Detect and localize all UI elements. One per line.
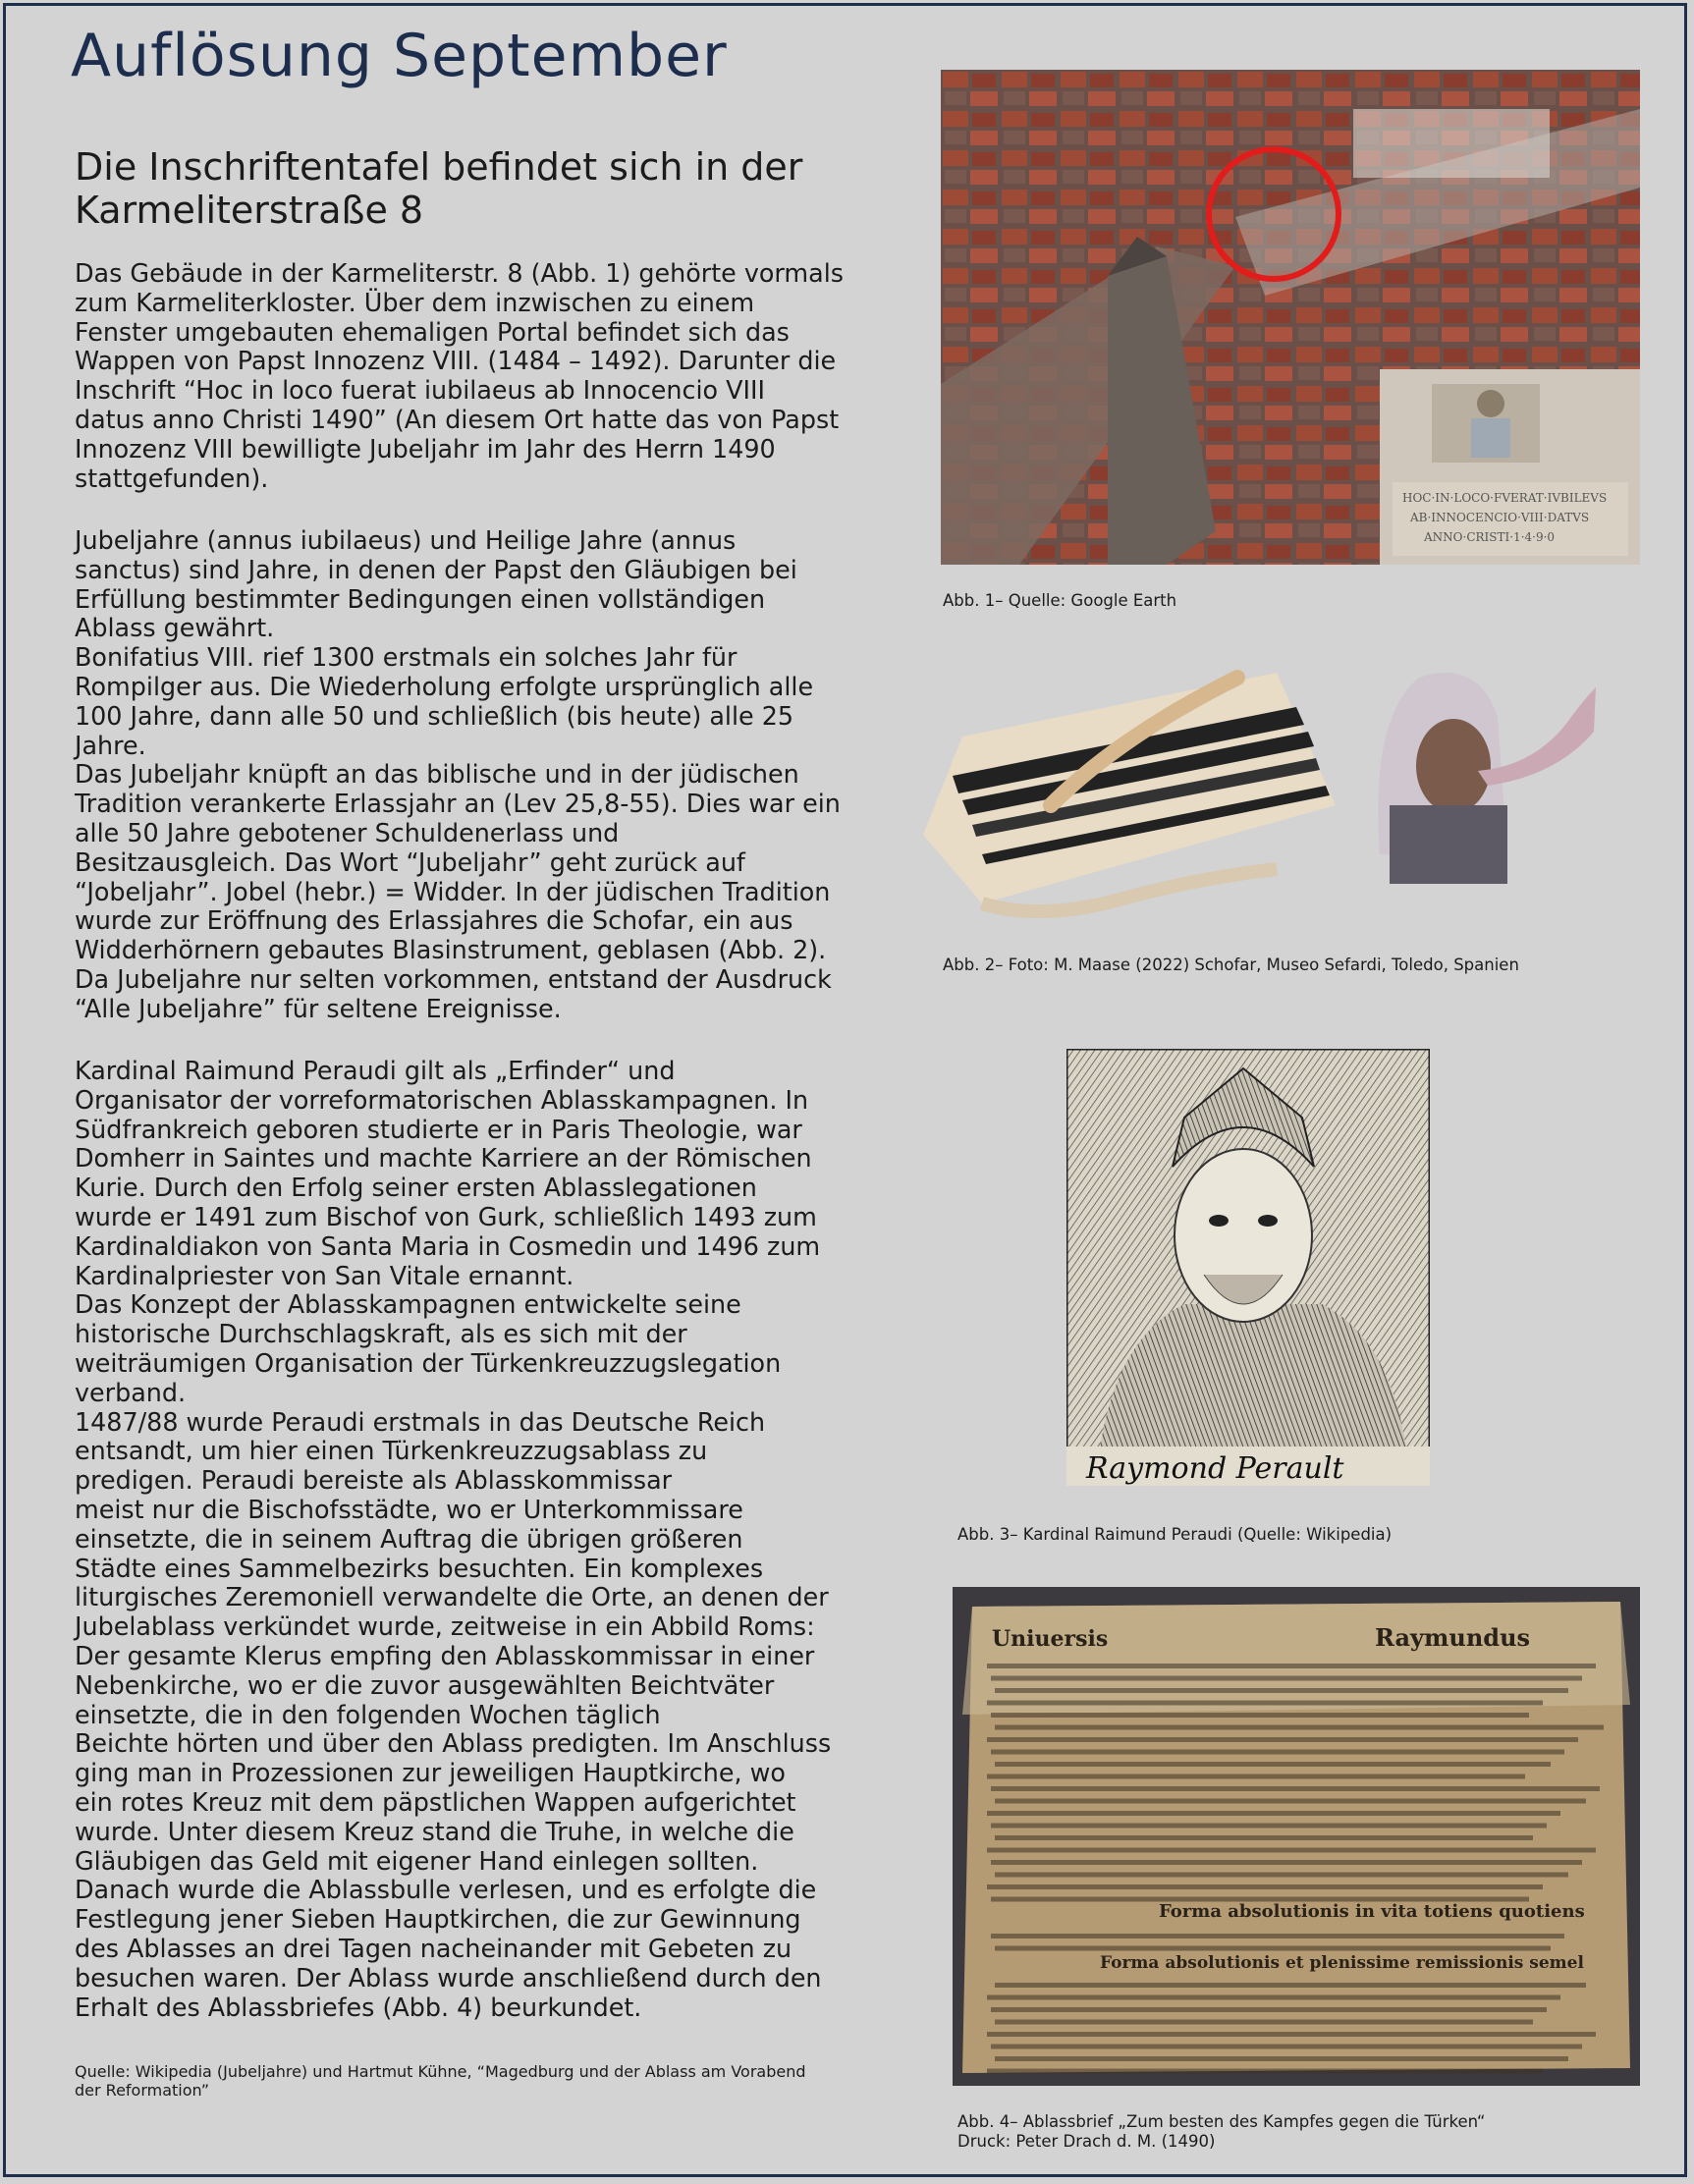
caption-abb1: Abb. 1– Quelle: Google Earth bbox=[943, 591, 1177, 610]
letter-text-line bbox=[991, 1713, 1529, 1718]
text-line: Bonifatius VIII. rief 1300 erstmals ein solches Jahr für bbox=[75, 642, 738, 673]
letter-mid-heading: Forma absolutionis et plenissime remissionis semel bbox=[1100, 1953, 1584, 1973]
text-line: Beichte hörten und über den Ablass predigten. Im Anschluss bbox=[75, 1728, 832, 1759]
text-line: Kardinalpriester von San Vitale ernannt. bbox=[75, 1260, 574, 1290]
text-line: sanctus) sind Jahre, in denen der Papst den Gläubigen bei bbox=[75, 554, 797, 584]
figure-indulgence-letter bbox=[953, 1587, 1640, 2086]
text-line: Südfrankreich geboren studierte er in Paris Theologie, war bbox=[75, 1114, 802, 1144]
figure-aerial-view bbox=[941, 70, 1640, 565]
text-line: Danach wurde die Ablassbulle verlesen, und es erfolgte die bbox=[75, 1875, 817, 1905]
letter-text-line bbox=[991, 1750, 1564, 1755]
letter-text-line bbox=[991, 1824, 1547, 1829]
inscription-line: ANNO·CRISTI·1·4·9·0 bbox=[1424, 530, 1556, 544]
text-line: Das Konzept der Ablasskampagnen entwickelte seine bbox=[75, 1289, 741, 1320]
text-line: historische Durchschlagskraft, als es sich mit der bbox=[75, 1319, 687, 1349]
inscription-line: HOC·IN·LOCO·FVERAT·IVBILEVS bbox=[1402, 491, 1608, 505]
page-title: Auflösung September bbox=[71, 22, 728, 90]
text-line: des Ablasses an drei Tagen nacheinander mit Gebeten zu bbox=[75, 1933, 792, 1963]
inscription-line: AB·INNOCENCIO·VIII·DATVS bbox=[1410, 511, 1590, 524]
figure-peraudi-engraving bbox=[1066, 1049, 1430, 1486]
caption-abb3: Abb. 3– Kardinal Raimund Peraudi (Quelle: Wikipedia) bbox=[957, 1525, 1393, 1544]
text-line: ein rotes Kreuz mit dem päpstlichen Wappen aufgerichtet bbox=[75, 1786, 796, 1817]
text-line: alle 50 Jahre gebotener Schuldenerlass und bbox=[75, 817, 620, 847]
letter-heading: Uniuersis bbox=[992, 1626, 1109, 1652]
text-line: Inschrift “Hoc in loco fuerat iubilaeus ab Innocencio VIII bbox=[75, 375, 765, 406]
text-line: Kardinal Raimund Peraudi gilt als „Erfinder“ und bbox=[75, 1056, 676, 1085]
paragraph-jubilee bbox=[75, 526, 880, 1024]
text-line: Der gesamte Klerus empfing den Ablasskommissar in einer bbox=[75, 1640, 815, 1670]
letter-text-line bbox=[995, 1983, 1586, 1988]
text-line: Rompilger aus. Die Wiederholung erfolgte ursprünglich alle bbox=[75, 671, 814, 701]
text-line: wurde. Unter diesem Kreuz stand die Truhe, in welche die bbox=[75, 1816, 794, 1846]
caption-abb2: Abb. 2– Foto: M. Maase (2022) Schofar, Museo Sefardi, Toledo, Spanien bbox=[943, 956, 1519, 974]
letter-text-line bbox=[987, 2032, 1596, 2037]
text-line: Erfüllung bestimmter Bedingungen einen vollständigen bbox=[75, 583, 766, 614]
text-line: stattgefunden). bbox=[75, 463, 269, 493]
text-line: Innozenz VIII bewilligte Jubeljahr im Jahr des Herrn 1490 bbox=[75, 433, 776, 464]
figure-shofar-blower bbox=[1360, 658, 1596, 884]
letter-text-line bbox=[995, 1799, 1586, 1804]
text-line: weiträumigen Organisation der Türkenkreuzzugslegation bbox=[75, 1347, 782, 1378]
text-line: meist nur die Bischofsstädte, wo er Unterkommissare bbox=[75, 1494, 743, 1524]
letter-text-line bbox=[991, 1786, 1600, 1791]
letter-text-line bbox=[991, 2007, 1547, 2012]
letter-text-line bbox=[995, 1688, 1568, 1693]
text-line: Jubeljahre (annus iubilaeus) und Heilige Jahre (annus bbox=[75, 525, 737, 555]
text-line: ging man in Prozessionen zur jeweiligen Hauptkirche, wo bbox=[75, 1758, 786, 1788]
paragraph-building bbox=[75, 259, 880, 493]
text-line: Kardinaldiakon von Santa Maria in Cosmedin und 1496 zum bbox=[75, 1230, 821, 1261]
letter-text-line bbox=[987, 1848, 1596, 1853]
letter-text-line bbox=[991, 1934, 1564, 1938]
figure-tallit-shofar bbox=[923, 668, 1336, 923]
text-line: Nebenkirche, wo er die zuvor ausgewählten Beichtväter bbox=[75, 1669, 775, 1700]
text-line: Besitzausgleich. Das Wort “Jubeljahr” geht zurück auf bbox=[75, 846, 745, 877]
text-line: Festlegung jener Sieben Hauptkirchen, die zur Gewinnung bbox=[75, 1904, 801, 1935]
letter-text-line bbox=[991, 1676, 1582, 1681]
subtitle-line: Karmeliterstraße 8 bbox=[75, 189, 424, 232]
engraving-label: Raymond Perault bbox=[1086, 1451, 1344, 1486]
caption-abb4 bbox=[957, 2112, 1485, 2152]
letter-text-line bbox=[987, 1884, 1543, 1889]
text-line: wurde zur Eröffnung des Erlassjahres die Schofar, ein aus bbox=[75, 905, 793, 936]
text-line: besuchen waren. Der Ablass wurde anschließend durch den bbox=[75, 1962, 822, 1993]
text-line: Organisator der vorreformatorischen Ablasskampagnen. In bbox=[75, 1084, 809, 1115]
paragraph-peraudi bbox=[75, 1057, 880, 2022]
text-line: wurde er 1491 zum Bischof von Gurk, schließlich 1493 zum bbox=[75, 1201, 817, 1231]
letter-text-line bbox=[995, 1835, 1533, 1840]
text-line: Ablass gewährt. bbox=[75, 613, 275, 643]
subtitle-line: Die Inschriftentafel befindet sich in der bbox=[75, 145, 803, 189]
text-line: Domherr in Saintes und machte Karriere an der Römischen bbox=[75, 1143, 812, 1174]
letter-text-line bbox=[995, 1725, 1604, 1730]
letter-text-line bbox=[995, 1946, 1551, 1951]
caption-line: Druck: Peter Drach d. M. (1490) bbox=[957, 2132, 1216, 2151]
text-line: 1487/88 wurde Peraudi erstmals in das Deutsche Reich bbox=[75, 1406, 766, 1437]
letter-mid-heading: Forma absolutionis in vita totiens quotiens bbox=[1159, 1901, 1585, 1922]
text-line: Städte eines Sammelbezirks besuchten. Ein komplexes bbox=[75, 1553, 764, 1583]
letter-text-line bbox=[995, 1762, 1551, 1767]
text-line: Das Jubeljahr knüpft an das biblische und in der jüdischen bbox=[75, 759, 799, 790]
letter-text-line bbox=[991, 1860, 1582, 1865]
letter-text-line bbox=[987, 1995, 1560, 2000]
text-line: entsandt, um hier einen Türkenkreuzzugsablass zu bbox=[75, 1436, 708, 1466]
text-line: Fenster umgebauten ehemaligen Portal befindet sich das bbox=[75, 316, 790, 347]
source-line: der Reformation” bbox=[75, 2081, 210, 2100]
caption-line: Abb. 4– Ablassbrief „Zum besten des Kampfes gegen die Türken“ bbox=[957, 2112, 1486, 2131]
text-line: Jahre. bbox=[75, 730, 146, 760]
text-line: verband. bbox=[75, 1377, 187, 1407]
text-line: predigen. Peraudi bereiste als Ablasskommissar bbox=[75, 1465, 673, 1496]
text-line: Kurie. Durch den Erfolg seiner ersten Ablasslegationen bbox=[75, 1173, 757, 1203]
text-line: Das Gebäude in der Karmeliterstr. 8 (Abb. 1) gehörte vormals bbox=[75, 258, 845, 288]
subtitle bbox=[75, 145, 880, 232]
text-line: Wappen von Papst Innozenz VIII. (1484 – 1492). Darunter die bbox=[75, 346, 837, 376]
letter-text-line bbox=[995, 2056, 1568, 2061]
text-line: Jubelablass verkündet wurde, zeitweise in ein Abbild Roms: bbox=[75, 1611, 815, 1642]
text-line: liturgisches Zeremoniell verwandelte die Orte, an denen der bbox=[75, 1582, 829, 1612]
text-line: Da Jubeljahre nur selten vorkommen, entstand der Ausdruck bbox=[75, 963, 832, 994]
letter-text-line bbox=[995, 1873, 1568, 1878]
letter-text-line bbox=[987, 1664, 1596, 1668]
letter-text-line bbox=[991, 2045, 1582, 2049]
source-note bbox=[75, 2062, 880, 2100]
text-line: Gläubigen das Geld mit eigener Hand einlegen sollten. bbox=[75, 1845, 759, 1876]
text-line: einsetzte, die in den folgenden Wochen täglich bbox=[75, 1699, 661, 1729]
text-line: Tradition verankerte Erlassjahr an (Lev 25,8-55). Dies war ein bbox=[75, 789, 841, 819]
text-line: Widderhörnern gebautes Blasinstrument, geblasen (Abb. 2). bbox=[75, 935, 827, 965]
letter-text-line bbox=[987, 1701, 1543, 1706]
letter-heading-right: Raymundus bbox=[1375, 1623, 1531, 1652]
letter-text-line bbox=[987, 1737, 1578, 1742]
letter-text-line bbox=[987, 1811, 1560, 1816]
text-line: datus anno Christi 1490” (An diesem Ort hatte das von Papst bbox=[75, 404, 840, 434]
source-line: Quelle: Wikipedia (Jubeljahre) und Hartmut Kühne, “Magedburg und der Ablass am Vorabend bbox=[75, 2062, 806, 2081]
text-line: einsetzte, die in seinem Auftrag die übrigen größeren bbox=[75, 1523, 743, 1554]
text-line: zum Karmeliterkloster. Über dem inzwischen zu einem bbox=[75, 287, 755, 317]
text-line: 100 Jahre, dann alle 50 und schließlich (bis heute) alle 25 bbox=[75, 700, 794, 731]
text-line: “Jobeljahr”. Jobel (hebr.) = Widder. In der jüdischen Tradition bbox=[75, 876, 831, 906]
letter-text-line bbox=[987, 1774, 1525, 1779]
coat-of-arms-icon bbox=[1477, 390, 1504, 417]
letter-text-line bbox=[987, 2069, 1543, 2074]
letter-text-line bbox=[995, 2020, 1533, 2025]
text-line: “Alle Jubeljahre” für seltene Ereignisse. bbox=[75, 993, 562, 1023]
text-line: Erhalt des Ablassbriefes (Abb. 4) beurkundet. bbox=[75, 1992, 642, 2022]
